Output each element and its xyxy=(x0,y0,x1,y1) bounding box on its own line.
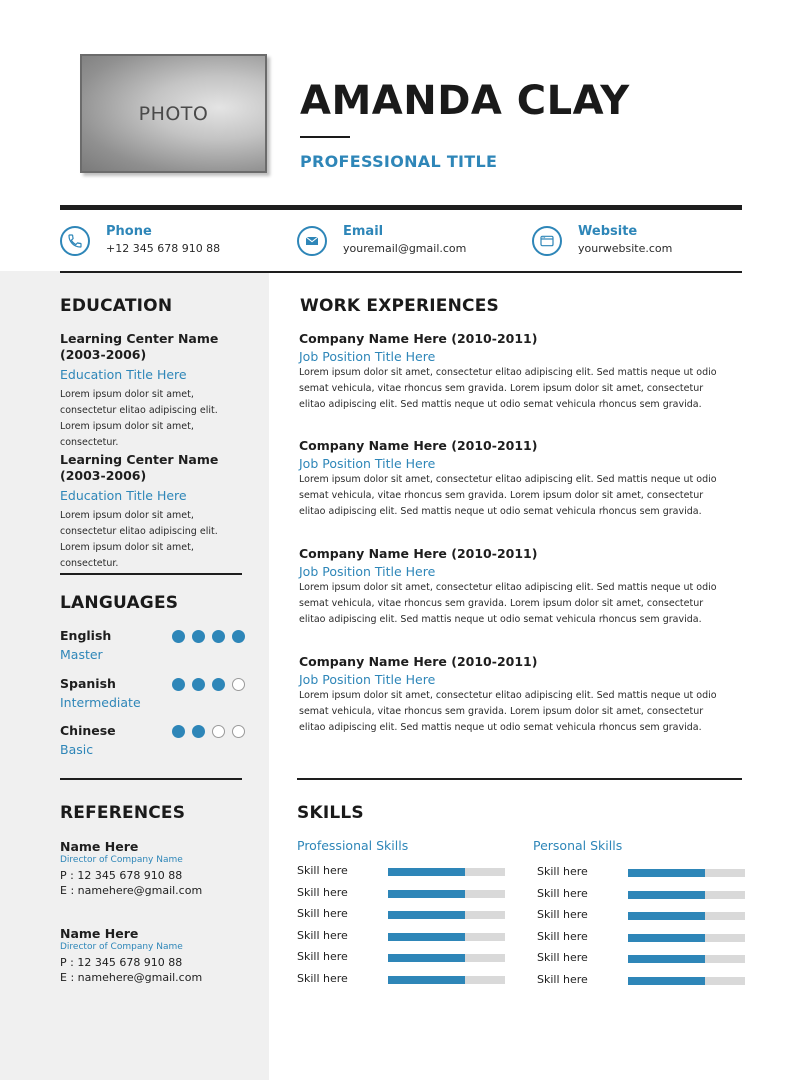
skill-bar-fill xyxy=(388,933,465,941)
header-divider-thick xyxy=(60,205,742,210)
contact-divider xyxy=(60,271,742,273)
skill-bar-track xyxy=(388,890,505,898)
skill-bar-track xyxy=(388,976,505,984)
skill-bar-fill xyxy=(388,890,465,898)
job-position: Job Position Title Here xyxy=(299,349,436,364)
language-level: Intermediate xyxy=(60,695,141,710)
skill-row xyxy=(297,950,507,964)
education-institution: Learning Center Name (2003-2006) xyxy=(60,331,219,362)
language-name: English xyxy=(60,628,112,643)
skill-bar-track xyxy=(628,912,745,920)
skill-row xyxy=(297,929,507,943)
skill-row xyxy=(537,865,747,879)
contact-email xyxy=(297,224,517,260)
skill-bar-fill xyxy=(388,976,465,984)
skill-name: Skill here xyxy=(297,928,348,942)
languages-divider xyxy=(60,778,242,780)
language-level: Master xyxy=(60,647,103,662)
reference-name: Name Here xyxy=(60,839,139,854)
job-description: Lorem ipsum dolor sit amet, consectetur elitao adipiscing elit. Sed mattis neque ut odio semat vehicula, vitae rhoncus sem gravida. Lorem ipsum dolor sit amet, consectetur elitao adipiscing elit. Sed mattis neque ut odio semat vehicula rhoncus sem gravida. xyxy=(299,474,717,517)
skill-name: Skill here xyxy=(537,908,588,922)
job-position: Job Position Title Here xyxy=(299,564,436,579)
skill-bar-fill xyxy=(388,868,465,876)
language-level: Basic xyxy=(60,742,94,757)
education-divider xyxy=(60,573,242,575)
skill-name: Skill here xyxy=(537,929,588,943)
browser-window-icon xyxy=(532,226,562,256)
skill-row xyxy=(297,972,507,986)
rating-dot-filled xyxy=(212,630,225,643)
work-heading: WORK EXPERIENCES xyxy=(300,296,499,316)
rating-dot-filled xyxy=(192,725,205,738)
skill-bar-fill xyxy=(388,911,465,919)
skill-bar-track xyxy=(628,869,745,877)
job-company: Company Name Here (2010-2011) xyxy=(299,331,538,346)
skill-name: Skill here xyxy=(537,886,588,900)
skill-bar-track xyxy=(628,977,745,985)
reference-item xyxy=(60,926,260,985)
name-divider xyxy=(300,136,350,138)
contact-website xyxy=(532,224,742,260)
references-heading: REFERENCES xyxy=(60,803,186,823)
education-heading: EDUCATION xyxy=(60,296,173,316)
skill-name: Skill here xyxy=(297,864,348,877)
skill-row xyxy=(537,908,747,922)
rating-dot-empty xyxy=(232,725,245,738)
education-description: Lorem ipsum dolor sit amet, consectetur elitao adipiscing elit. Lorem ipsum dolor sit amet, consectetur. xyxy=(60,510,218,569)
job-company: Company Name Here (2010-2011) xyxy=(299,546,538,561)
language-rating xyxy=(172,630,245,643)
language-name: Spanish xyxy=(60,676,116,691)
phone-icon xyxy=(60,226,90,256)
skill-row xyxy=(537,951,747,965)
rating-dot-filled xyxy=(192,678,205,691)
job-description: Lorem ipsum dolor sit amet, consectetur elitao adipiscing elit. Sed mattis neque ut odio semat vehicula, vitae rhoncus sem gravida. Lorem ipsum dolor sit amet, consectetur elitao adipiscing elit. Sed mattis neque ut odio semat vehicula rhoncus sem gravida. xyxy=(299,582,717,625)
skill-bar-track xyxy=(628,934,745,942)
email-label: Email xyxy=(343,224,384,239)
rating-dot-filled xyxy=(192,630,205,643)
phone-label: Phone xyxy=(106,224,152,239)
language-name: Chinese xyxy=(60,723,116,738)
skill-bar-track xyxy=(388,868,505,876)
full-name: AMANDA CLAY xyxy=(300,78,630,124)
rating-dot-empty xyxy=(212,725,225,738)
rating-dot-filled xyxy=(172,630,185,643)
website-value[interactable]: yourwebsite.com xyxy=(578,242,673,255)
skill-bar-track xyxy=(388,911,505,919)
skill-row xyxy=(297,864,507,878)
personal-skills-title: Personal Skills xyxy=(533,838,623,853)
skill-bar-fill xyxy=(388,954,465,962)
envelope-icon xyxy=(297,226,327,256)
reference-role: Director of Company Name xyxy=(60,942,183,952)
languages-heading: LANGUAGES xyxy=(60,593,179,613)
phone-value[interactable]: +12 345 678 910 88 xyxy=(106,242,221,255)
reference-email: E : namehere@gmail.com xyxy=(60,971,203,984)
job-description: Lorem ipsum dolor sit amet, consectetur elitao adipiscing elit. Sed mattis neque ut odio semat vehicula, vitae rhoncus sem gravida. Lorem ipsum dolor sit amet, consectetur elitao adipiscing elit. Sed mattis neque ut odio semat vehicula rhoncus sem gravida. xyxy=(299,367,717,410)
skill-name: Skill here xyxy=(297,907,348,921)
professional-title: PROFESSIONAL TITLE xyxy=(300,152,498,171)
skill-bar-track xyxy=(628,891,745,899)
skill-bar-fill xyxy=(628,955,705,963)
job-company: Company Name Here (2010-2011) xyxy=(299,438,538,453)
website-label: Website xyxy=(578,224,638,239)
education-title: Education Title Here xyxy=(60,367,187,382)
job-description: Lorem ipsum dolor sit amet, consectetur elitao adipiscing elit. Sed mattis neque ut odio semat vehicula, vitae rhoncus sem gravida. Lorem ipsum dolor sit amet, consectetur elitao adipiscing elit. Sed mattis neque ut odio semat vehicula rhoncus sem gravida. xyxy=(299,690,717,733)
reference-phone: P : 12 345 678 910 88 xyxy=(60,956,183,969)
skill-name: Skill here xyxy=(297,972,348,985)
language-rating xyxy=(172,678,245,691)
rating-dot-empty xyxy=(232,678,245,691)
job-company: Company Name Here (2010-2011) xyxy=(299,654,538,669)
work-item xyxy=(299,654,719,736)
education-description: Lorem ipsum dolor sit amet, consectetur elitao adipiscing elit. Lorem ipsum dolor sit amet, consectetur. xyxy=(60,389,218,448)
reference-item xyxy=(60,839,260,898)
skill-name: Skill here xyxy=(537,951,588,965)
contact-phone xyxy=(60,224,280,260)
education-title: Education Title Here xyxy=(60,488,187,503)
skill-row xyxy=(537,930,747,944)
professional-skills-title: Professional Skills xyxy=(297,838,409,853)
skill-bar-fill xyxy=(628,891,705,899)
skill-row xyxy=(537,973,747,987)
rating-dot-filled xyxy=(172,725,185,738)
rating-dot-filled xyxy=(172,678,185,691)
work-divider xyxy=(297,778,742,780)
reference-name: Name Here xyxy=(60,926,139,941)
reference-role: Director of Company Name xyxy=(60,855,183,865)
skill-bar-fill xyxy=(628,869,705,877)
education-item xyxy=(60,452,250,572)
skill-row xyxy=(537,887,747,901)
skill-bar-track xyxy=(388,933,505,941)
work-item xyxy=(299,438,719,520)
skill-name: Skill here xyxy=(537,865,588,878)
rating-dot-filled xyxy=(232,630,245,643)
skill-row xyxy=(297,907,507,921)
language-item xyxy=(60,723,246,763)
work-item xyxy=(299,331,719,413)
skill-bar-fill xyxy=(628,912,705,920)
email-value[interactable]: youremail@gmail.com xyxy=(343,242,467,255)
reference-email: E : namehere@gmail.com xyxy=(60,884,203,897)
skill-bar-track xyxy=(388,954,505,962)
job-position: Job Position Title Here xyxy=(299,456,436,471)
skill-name: Skill here xyxy=(297,950,348,964)
skill-bar-fill xyxy=(628,977,705,985)
skill-bar-track xyxy=(628,955,745,963)
rating-dot-filled xyxy=(212,678,225,691)
photo-placeholder xyxy=(80,54,267,173)
reference-phone: P : 12 345 678 910 88 xyxy=(60,869,183,882)
skill-name: Skill here xyxy=(297,885,348,899)
education-item xyxy=(60,331,250,451)
job-position: Job Position Title Here xyxy=(299,672,436,687)
skills-heading: SKILLS xyxy=(297,803,364,823)
language-item xyxy=(60,628,246,668)
work-item xyxy=(299,546,719,628)
photo-label: PHOTO xyxy=(138,102,209,125)
skill-bar-fill xyxy=(628,934,705,942)
language-item xyxy=(60,676,246,716)
skill-name: Skill here xyxy=(537,973,588,986)
education-institution: Learning Center Name (2003-2006) xyxy=(60,452,219,483)
skill-row xyxy=(297,886,507,900)
language-rating xyxy=(172,725,245,738)
